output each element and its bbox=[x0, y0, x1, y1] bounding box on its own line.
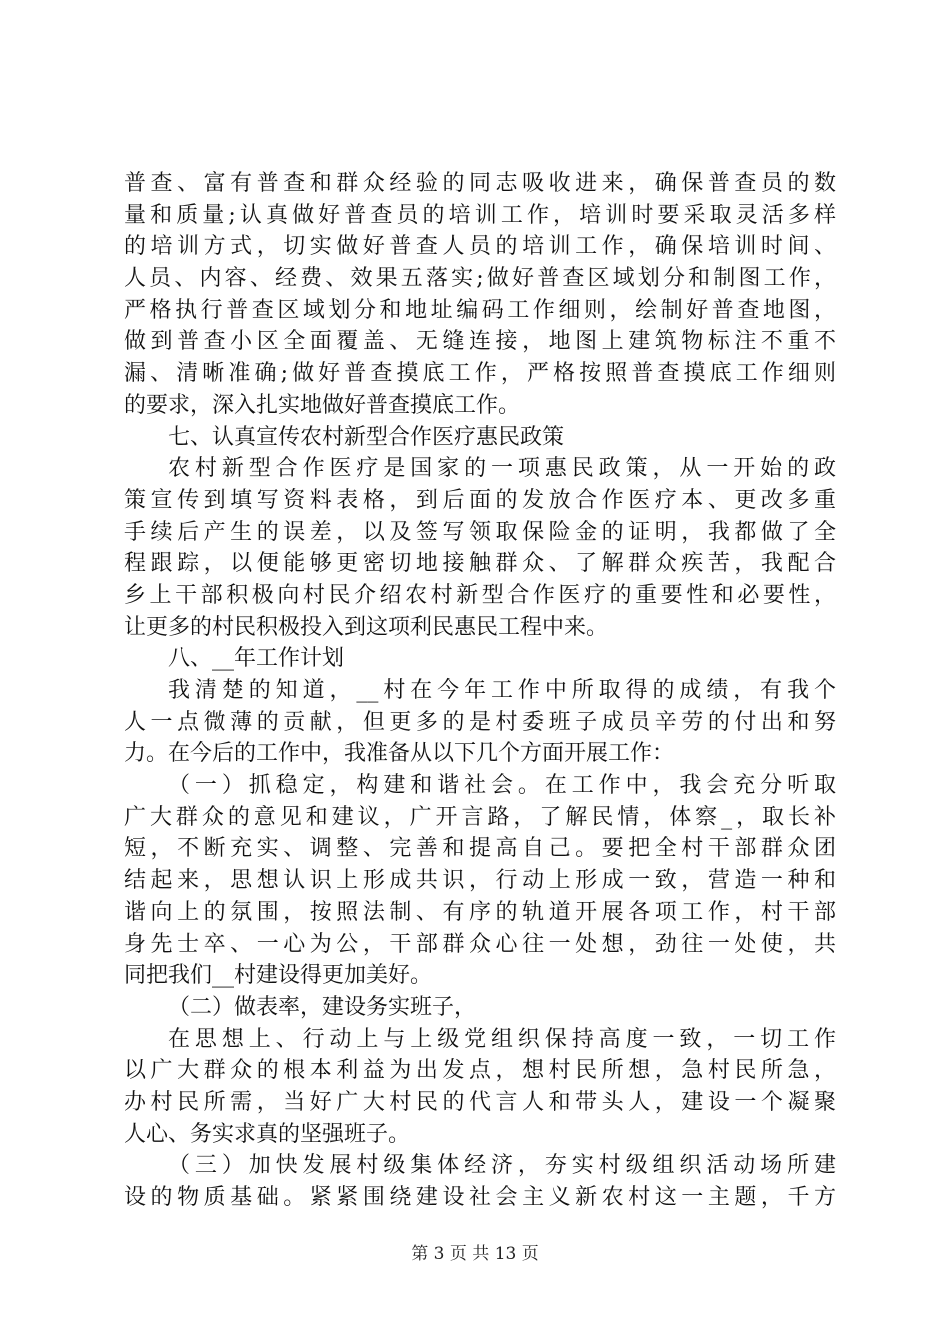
document-line: 办村民所需，当好广大村民的代言人和带头人，建设一个凝聚 bbox=[124, 1089, 836, 1115]
document-line: 人一点微薄的贡献，但更多的是村委班子成员辛劳的付出和努 bbox=[124, 709, 836, 735]
document-line: （二）做表率，建设务实班子， bbox=[168, 994, 477, 1020]
document-line: 让更多的村民积极投入到这项利民惠民工程中来。 bbox=[124, 614, 609, 640]
document-line: 农村新型合作医疗是国家的一项惠民政策，从一开始的政 bbox=[168, 456, 836, 482]
document-line: 以广大群众的根本利益为出发点，想村民所想，急村民所急， bbox=[124, 1058, 836, 1084]
document-line: 策宣传到填写资料表格，到后面的发放合作医疗本、更改多重 bbox=[124, 487, 836, 513]
document-line: 短，不断充实、调整、完善和提高自己。要把全村干部群众团 bbox=[124, 836, 836, 862]
document-line: 程跟踪，以便能够更密切地接触群众、了解群众疾苦，我配合 bbox=[124, 551, 836, 577]
document-line: 的培训方式，切实做好普查人员的培训工作，确保培训时间、 bbox=[124, 234, 836, 260]
document-line: 力。在今后的工作中，我准备从以下几个方面开展工作： bbox=[124, 741, 675, 767]
document-line: 漏、清晰准确;做好普查摸底工作，严格按照普查摸底工作细则 bbox=[124, 361, 836, 387]
document-line: 我清楚的知道，__村在今年工作中所取得的成绩，有我个 bbox=[168, 678, 836, 703]
document-line: （一）抓稳定，构建和谐社会。在工作中，我会充分听取 bbox=[168, 773, 836, 799]
document-line: 八、__年工作计划 bbox=[168, 646, 345, 672]
document-line: 谐向上的氛围，按照法制、有序的轨道开展各项工作，村干部 bbox=[124, 899, 836, 925]
document-body bbox=[124, 168, 836, 1214]
document-line: 量和质量;认真做好普查员的培训工作，培训时要采取灵活多样 bbox=[124, 202, 836, 228]
document-line: 结起来，思想认识上形成共识，行动上形成一致，营造一种和 bbox=[124, 868, 836, 894]
document-line: 在思想上、行动上与上级党组织保持高度一致，一切工作 bbox=[168, 1026, 836, 1052]
document-line: 严格执行普查区域划分和地址编码工作细则，绘制好普查地图， bbox=[124, 297, 836, 323]
document-line: 广大群众的意见和建议，广开言路，了解民情，体察_，取长补 bbox=[124, 804, 836, 830]
document-line: （三）加快发展村级集体经济，夯实村级组织活动场所建 bbox=[168, 1153, 836, 1179]
document-line: 人心、务实求真的坚强班子。 bbox=[124, 1121, 411, 1147]
document-line: 做到普查小区全面覆盖、无缝连接，地图上建筑物标注不重不 bbox=[124, 329, 836, 355]
document-line: 手续后产生的误差，以及签写领取保险金的证明，我都做了全 bbox=[124, 519, 836, 545]
document-line: 的要求，深入扎实地做好普查摸底工作。 bbox=[124, 392, 521, 418]
document-line: 乡上干部积极向村民介绍农村新型合作医疗的重要性和必要性， bbox=[124, 582, 836, 608]
page-footer: 第 3 页 共 13 页 bbox=[411, 1244, 539, 1264]
document-line: 普查、富有普查和群众经验的同志吸收进来，确保普查员的数 bbox=[124, 171, 836, 196]
document-line: 七、认真宣传农村新型合作医疗惠民政策 bbox=[168, 424, 565, 450]
document-line: 同把我们__村建设得更加美好。 bbox=[124, 963, 433, 989]
document-line: 设的物质基础。紧紧围绕建设社会主义新农村这一主题，千方 bbox=[124, 1185, 836, 1210]
document-line: 人员、内容、经费、效果五落实;做好普查区域划分和制图工作， bbox=[124, 266, 836, 292]
document-line: 身先士卒、一心为公，干部群众心往一处想，劲往一处使，共 bbox=[124, 931, 836, 957]
